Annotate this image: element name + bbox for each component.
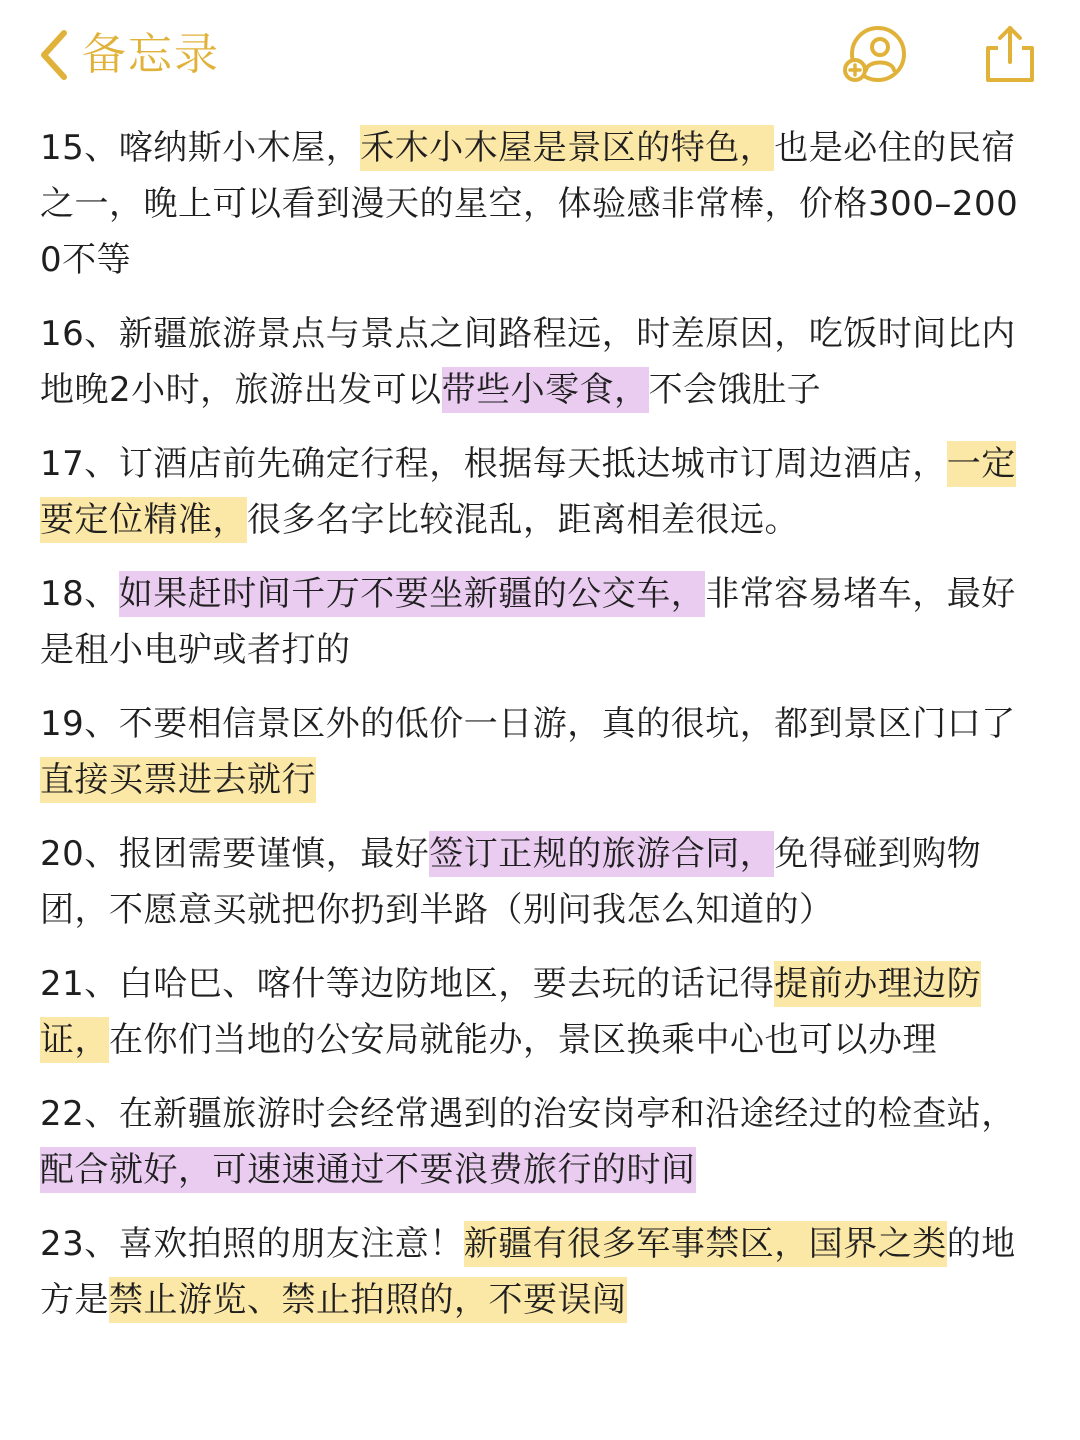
highlighted-text: 配合就好，可速速通过不要浪费旅行的时间 (40, 1147, 696, 1193)
note-text: 18、 (40, 574, 119, 614)
highlighted-text: 一定要定位精准， (40, 441, 1016, 543)
highlighted-text: 直接买票进去就行 (40, 757, 316, 803)
back-button[interactable] (36, 22, 220, 88)
nav-bar (0, 0, 1080, 110)
note-text: 免得碰到购物团，不愿意买就把你扔到半路（别问我怎么知道的） (40, 834, 982, 930)
note-text: 不会饿肚子 (648, 370, 822, 410)
note-text: 22、在新疆旅游时会经常遇到的治安岗亭和沿途经过的检查站， (40, 1094, 1016, 1134)
note-item-18 (40, 566, 1040, 678)
highlighted-text: 签订正规的旅游合同， (429, 831, 774, 877)
highlighted-text: 禾木小木屋是景区的特色， (360, 125, 774, 171)
note-text: 16、新疆旅游景点与景点之间路程远，时差原因，吃饭时间比内地晚2小时，旅游出发可以 (40, 314, 1016, 410)
note-text: 15、喀纳斯小木屋， (40, 128, 361, 168)
note-item-21 (40, 956, 1040, 1068)
highlighted-text: 禁止游览、禁止拍照的，不要误闯 (109, 1277, 627, 1323)
note-item-15 (40, 120, 1040, 288)
note-text: 23、喜欢拍照的朋友注意！ (40, 1224, 464, 1264)
note-text: 很多名字比较混乱，距离相差很远。 (247, 500, 799, 540)
note-item-22 (40, 1086, 1040, 1198)
chevron-left-icon (36, 27, 72, 83)
add-person-icon (842, 24, 908, 90)
highlighted-text: 如果赶时间千万不要坐新疆的公交车， (119, 571, 706, 617)
share-icon (980, 24, 1040, 84)
note-item-23 (40, 1216, 1040, 1328)
note-item-16 (40, 306, 1040, 418)
note-text: 21、白哈巴、喀什等边防地区，要去玩的话记得 (40, 964, 775, 1004)
note-text: 20、报团需要谨慎，最好 (40, 834, 430, 874)
highlighted-text: 带些小零食， (442, 367, 649, 413)
note-item-17 (40, 436, 1040, 548)
highlighted-text: 提前办理边防证， (40, 961, 981, 1063)
note-text: 的地方是 (40, 1224, 1016, 1320)
note-item-19 (40, 696, 1040, 808)
note-item-20 (40, 826, 1040, 938)
collaborate-button[interactable] (842, 24, 908, 90)
note-text: 在你们当地的公安局就能办，景区换乘中心也可以办理 (109, 1020, 937, 1060)
note-text: 非常容易堵车，最好是租小电驴或者打的 (40, 574, 1016, 670)
highlighted-text: 新疆有很多军事禁区，国界之类 (464, 1221, 947, 1267)
share-button[interactable] (980, 24, 1040, 84)
note-text: 19、不要相信景区外的低价一日游，真的很坑，都到景区门口了 (40, 704, 1016, 744)
back-label: 备忘录 (82, 29, 220, 80)
note-text: 也是必住的民宿之一，晚上可以看到漫天的星空，体验感非常棒，价格300–2000不等 (40, 128, 1019, 280)
note-body[interactable] (40, 120, 1040, 1346)
note-text: 17、订酒店前先确定行程，根据每天抵达城市订周边酒店， (40, 444, 947, 484)
